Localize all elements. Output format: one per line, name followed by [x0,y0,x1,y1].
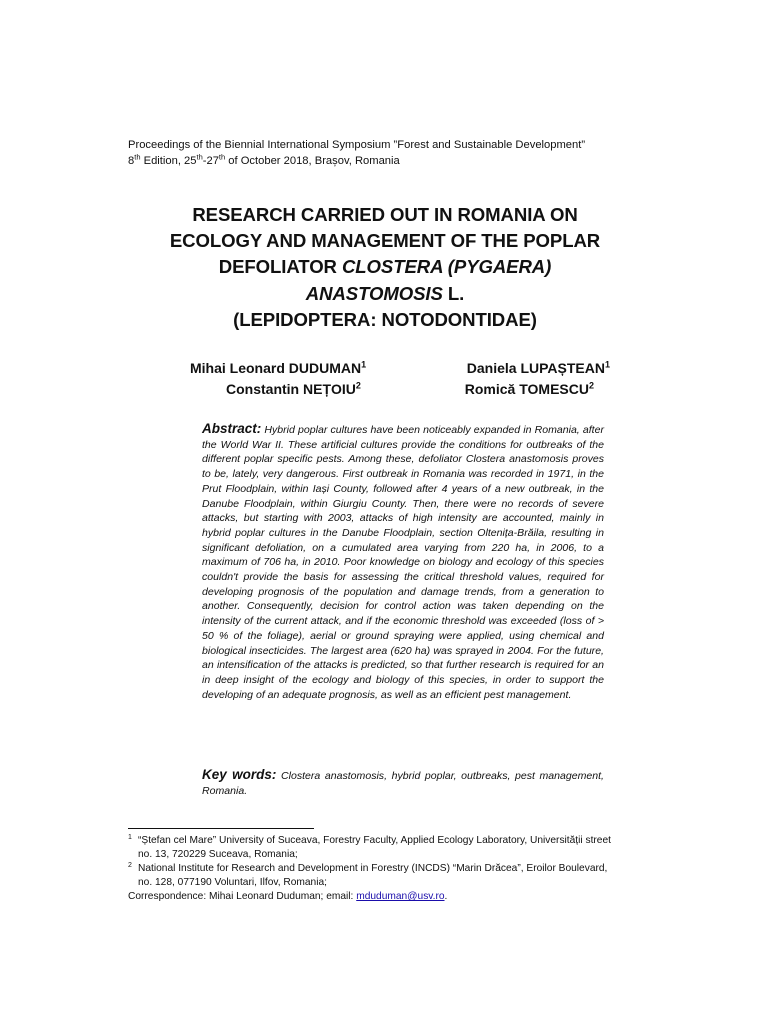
title-line-1: RESEARCH CARRIED OUT IN ROMANIA ON [192,204,578,225]
correspondence-suffix: . [444,891,448,902]
keywords-label: Key words: [202,767,277,782]
author-affiliation: 1 [361,359,367,370]
author-row-1 [190,358,610,379]
day1-sup: th [196,151,203,161]
abstract-label: Abstract: [202,421,262,436]
title-line-3 [140,254,630,280]
title-line-2: ECOLOGY AND MANAGEMENT OF THE POPLAR [169,230,601,252]
author [190,358,366,379]
author-name: Daniela LUPAȘTEAN [466,360,605,376]
correspondence-text: Correspondence: Mihai Leonard Duduman; email: [128,891,357,902]
paper-title [140,202,630,333]
footnotes [128,834,648,904]
footnote-1-line-2: no. 13, 720229 Suceava, Romania; [138,849,298,860]
title-line-4-italic: ANASTOMOSIS [305,282,443,304]
footnote-2 [128,862,648,890]
correspondence [128,890,648,904]
date-rest: of October 2018, Brașov, Romania [225,154,400,167]
date-dash: -27 [202,154,219,167]
author [467,358,610,379]
author-affiliation: 2 [355,380,361,391]
proceedings-title: Proceedings of the Biennial International Symposium ”Forest and Sustainable Development” [128,139,586,151]
footnote-2-line-1: National Institute for Research and Development in Forestry (INCDS) “Marin Drăcea”, Eroilor Boulevard, [138,863,608,874]
author-name: Mihai Leonard DUDUMAN [190,360,362,376]
keywords [202,768,604,798]
author-name: Constantin NEȚOIU [226,381,356,397]
footnote-2-line-2: no. 128, 077190 Voluntari, Ilfov, Romania; [138,877,327,888]
author [465,379,594,400]
abstract [202,422,604,702]
edition-text: Edition, 25 [140,154,197,167]
proceedings-header [128,138,648,169]
abstract-text: Hybrid poplar cultures have been noticeably expanded in Romania, after the World War II. These artificial cultures provide the conditions for outbreaks of the different poplar specific pests. Among these, defoliator Clostera anastomosis proves to be, lately, very dangerous. First outbreak in Romania was recorded in 1971, in the Prut Floodplain, within Iași County, followed after 4 years of a new outbreak, in the Danube Floodplain, within Giurgiu County. Then, there were no records of severe attacks, but starting with 2003, attacks of high intensity are accounted, mainly in hybrid poplar cultures in the Danube Floodplain, section Oltenița-Brăila, resulting in significant defoliation, on a cumulated area varying from 220 ha, in 2006, to a maximum of 706 ha, in 2010. Poor knowledge on biology and ecology of this species couldn't provide the basis for assessing the critical threshold values, required for developing prognosis of the population and damage trends, from a generation to another. Consequently, decision for control action was taken depending on the intensity of the current attack, and if the economic threshold was exceeded (loss of > 50 % of the foliage), aerial or ground spraying were applied, using chemical and biological insecticides. The largest area (620 ha) was sprayed in 2004. For the future, an intensification of the attacks is predicted, so that further research is required for an in deep insight of the ecology and biology of this species, in order to support the developing of an adequate prognosis, as well as an efficient pest management. [202,424,604,701]
title-line-4-post: L. [442,282,465,304]
author [226,379,361,400]
title-line-3-italic: CLOSTERA (PYGAERA) [341,256,552,278]
proceedings-date [128,151,648,170]
footnote-mark: 1 [128,834,132,841]
title-line-5: (LEPIDOPTERA: NOTODONTIDAE) [233,308,537,330]
edition-number: 8 [128,154,135,167]
author-affiliation: 1 [604,359,610,370]
email-link[interactable]: mduduman@usv.ro [356,891,445,902]
author-name: Romică TOMESCU [464,381,589,397]
footnote-1 [128,834,648,862]
footnote-mark: 2 [128,862,132,869]
keywords-text: Clostera anastomosis, hybrid poplar, outbreaks, pest management, Romania. [202,770,604,797]
author-affiliation: 2 [588,380,594,391]
author-list [190,358,610,400]
footnote-divider [128,828,314,829]
title-line-4 [140,281,630,307]
day2-sup: th [218,151,226,161]
footnote-1-line-1: “Ștefan cel Mare” University of Suceava, Forestry Faculty, Applied Ecology Laboratory, Universității street [138,835,611,846]
edition-sup: th [134,151,141,161]
title-line-3-pre: DEFOLIATOR [218,256,342,278]
author-row-2 [190,379,610,400]
